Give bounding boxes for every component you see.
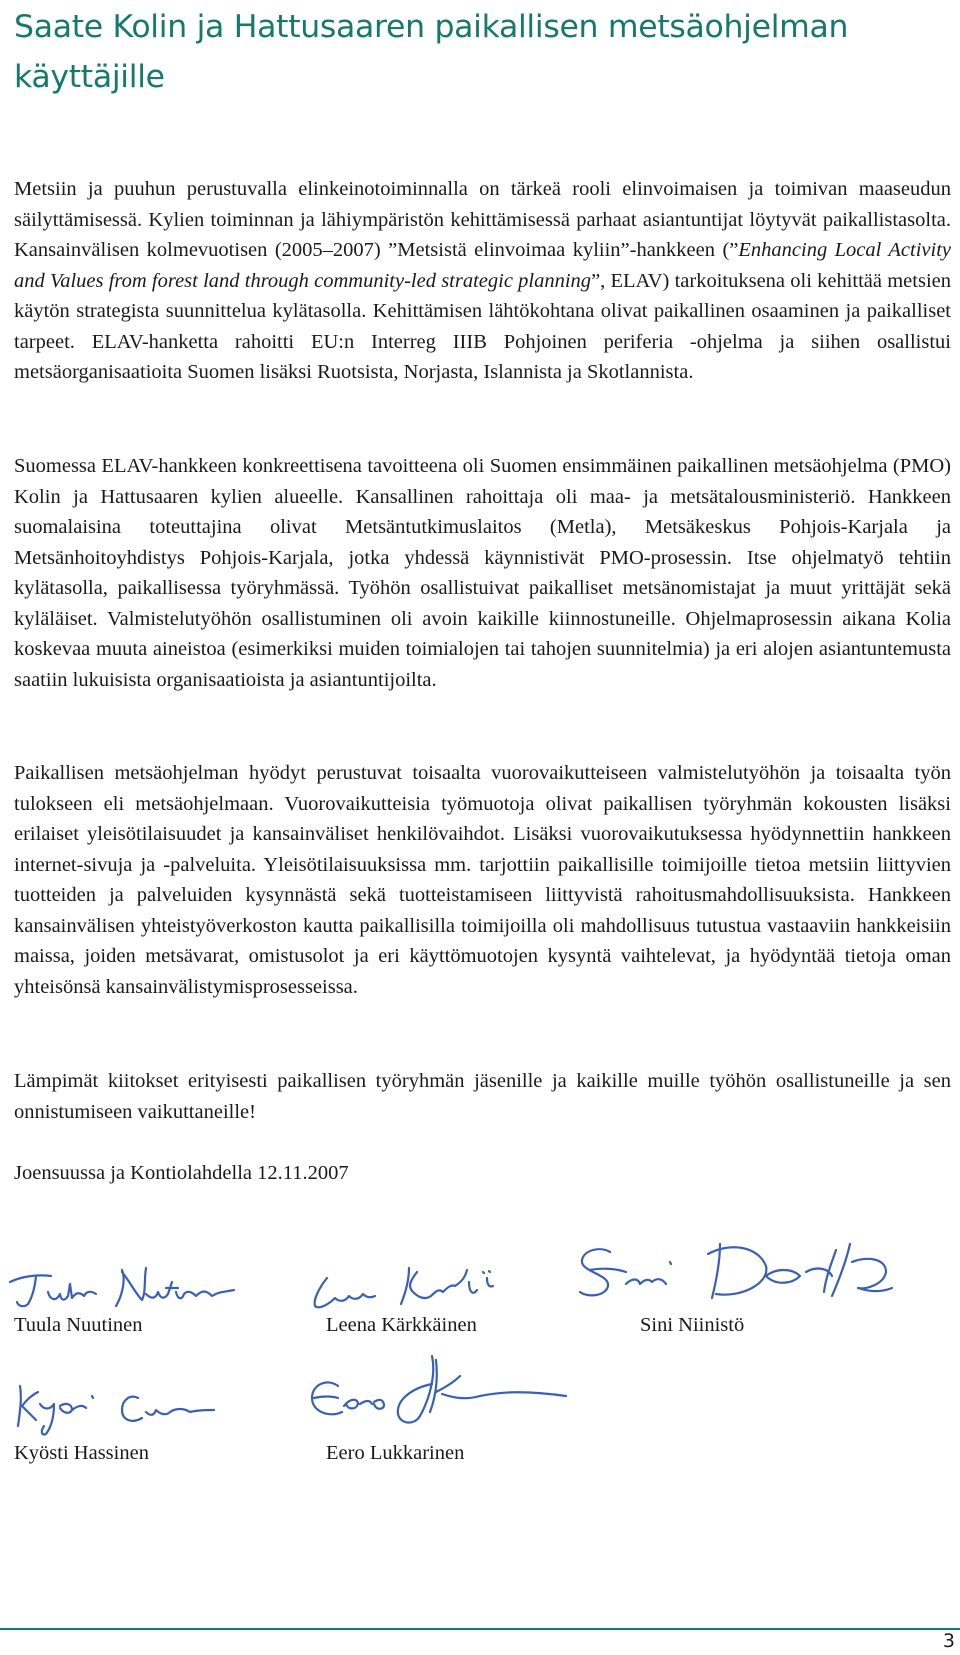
signature-eero-lukkarinen: [304, 1352, 574, 1438]
signature-kyosti-hassinen: [10, 1376, 220, 1438]
intro-paragraph: [14, 174, 951, 388]
place-date-line: Joensuussa ja Kontiolahdella 12.11.2007: [14, 1162, 349, 1184]
benefits-paragraph: Paikallisen metsäohjelman hyödyt perustuvat toisaalta vuorovaikutteiseen valmistelutyöhön ja toisaalta työn tulokseen eli metsäohjelmaan. Vuorovaikutteisia työmuotoja olivat paikallisen työryhmän kokousten lisäksi erilaiset yleisötilaisuudet ja kansainväliset henkilövaihdot. Lisäksi vuorovaikutuksessa hyödynnettiin hankkeen internet-sivuja ja -palveluita. Yleisötilaisuuksissa mm. tarjottiin paikallisille toimijoille tietoa metsiin liittyvien tuotteiden ja palveluiden kysynnästä sekä tuotteistamiseen liittyvistä rahoitusmahdollisuuksista. Hankkeen kansainvälisen yhteistyöverkoston kautta paikallisilla toimijoilla oli mahdollisuus tutustua vastaaviin hankkeisiin maissa, joiden metsävarat, omistusolot ja eri käyttömuotojen kysyntä vaihtelevat, ja hyödyntää tietoja oman yhteisönsä kansainvälistymisprosesseissa.: [14, 762, 951, 998]
intro-text-start: Metsiin ja puuhun perustuvalla elinkeinotoiminnalla on tärkeä rooli elinvoimaisen ja toimivan maaseudun säilyttämisessä. Kylien toiminnan ja lähiympäristön kehittämisessä parhaat asiantuntijat löytyvät paikallistasolta. Kansainvälisen kolmevuotisen (2005–2007) ”Metsistä elinvoimaa kyliin”-hankkeen (”: [14, 178, 951, 261]
signature-tuula-nuutinen: [6, 1262, 246, 1312]
signatory-name: Kyösti Hassinen: [14, 1442, 149, 1464]
footer-rule: [0, 1628, 960, 1630]
finland-project-paragraph: Suomessa ELAV-hankkeen konkreettisena tavoitteena oli Suomen ensimmäinen paikallinen metsäohjelma (PMO) Kolin ja Hattusaaren kylien alueelle. Kansallinen rahoittaja oli maa- ja metsätalousministeriö. Hankkeen suomalaisina toteuttajina olivat Metsäntutkimuslaitos (Metla), Metsäkeskus Pohjois-Karjala ja Metsänhoitoyhdistys Pohjois-Karjala, jotka yhdessä käynnistivät PMO-prosessin. Itse ohjelmatyö tehtiin kylätasolla, paikallisessa työryhmässä. Työhön osallistuivat paikalliset metsänomistajat ja muut yrittäjät sekä kyläläiset. Valmistelutyöhön osallistuminen oli avoin kaikille kiinnostuneille. Ohjelmaprosessin aikana Kolia koskevaa muuta aineistoa (esimerkiksi muiden toimialojen tai tahojen suunnitelmia) ja eri alojen asiantuntemusta saatiin lukuisista organisaatioista ja asiantuntijoilta.: [14, 455, 951, 691]
page-title: Saate Kolin ja Hattusaaren paikallisen metsäohjelman käyttäjille: [14, 9, 849, 95]
intro-text-end: ”, ELAV) tarkoituksena oli kehittää metsien käytön strategista suunnittelua kylätasolla. Kehittämisen lähtökohtana olivat paikallinen osaaminen ja paikalliset tarpeet. ELAV-hanketta rahoitti EU:n Interreg IIIB Pohjoinen periferia -ohjelma ja siihen osallistui metsäorganisaatioita Suomen lisäksi Ruotsista, Norjasta, Islannista ja Skotlannista.: [14, 269, 951, 383]
signatory-name: Leena Kärkkäinen: [326, 1314, 477, 1336]
signature-sini-niinisto: [570, 1232, 900, 1317]
page-number: 3: [942, 1630, 955, 1652]
signatory-name: Eero Lukkarinen: [326, 1442, 465, 1464]
signatory-name: Sini Niinistö: [640, 1314, 745, 1336]
signature-leena-karkkainen: [305, 1258, 515, 1314]
signatory-name: Tuula Nuutinen: [14, 1314, 143, 1336]
thanks-paragraph: Lämpimät kiitokset erityisesti paikallisen työryhmän jäsenille ja kaikille muille työhön osallistuneille ja sen onnistumiseen vaikuttaneille!: [14, 1070, 951, 1123]
project-english-name: Enhancing Local Activity and Values from forest land through community-led strategic planning: [14, 239, 951, 292]
